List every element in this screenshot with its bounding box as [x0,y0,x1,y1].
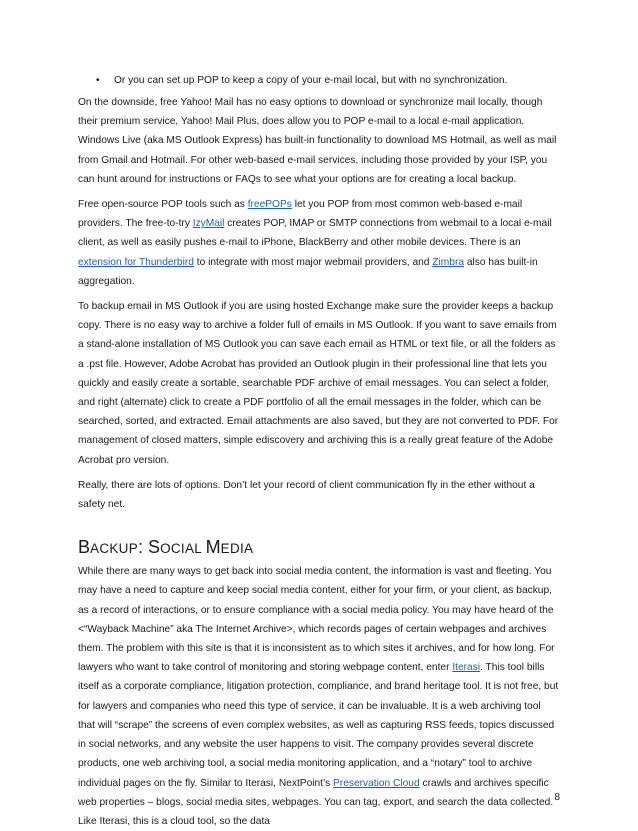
page-content [78,70,560,831]
heading-part: : [138,537,149,558]
link-freepops[interactable]: freePOPs [247,199,292,211]
section-heading-social-media [78,534,560,562]
heading-part: ACKUP [90,541,139,557]
heading-part: OCIAL [160,541,206,557]
heading-part: EDIA [220,541,254,557]
text-run: crawls and archives specific web properties – blogs, social media sites, webpages. You can tag, export, and search the data collected. Like Iterasi, this is a cloud tool, so the data [78,777,554,827]
heading-part: M [205,537,221,558]
paragraph-options: Really, there are lots of options. Don’t let your record of client communication fly in the ether without a safety net. [78,479,535,511]
link-zimbra[interactable]: Zimbra [432,256,465,268]
bullet-text: Or you can set up POP to keep a copy of your e-mail local, but with no synchronization. [114,75,508,86]
text-run: While there are many ways to get back into social media content, the information is vast and fleeting. You may have a need to capture and keep social media content, either for your firm, or your client, as backup, as a record of interactions, or to ensure compliance with a social media policy. You may have heard of the <“Wayback Machine” aka The Internet Archive>, which records pages of certain webpages and archives them. The problem with this site is that it is inconsistent as to which sites it archives, and for how long. For lawyers who want to take control of monitoring and storing webpage content, enter [78,566,555,674]
text-run: . This tool bills itself as a corporate compliance, litigation protection, compliance, and brand heritage tool. It is not free, but for lawyers and companies who need this type of service, it can be invaluable. It is a web archiving tool that will “scrape” the screens of even complex websites, as well as capturing RSS feeds, topics discussed in social networks, and any website the user happens to visit. The company provides several discrete products, one web archiving tool, a social media monitoring application, and a “notary” tool to archive individual pages on the fly. Similar to Iterasi, NextPoint’s [78,662,559,789]
paragraph-outlook-backup: To backup email in MS Outlook if you are using hosted Exchange make sure the provider keeps a backup copy. There is no easy way to archive a folder full of emails in MS Outlook. If you want to save emails from a stand-alone installation of MS Outlook you can save each email as HTML or text file, or all the folders as a .pst file. However, Adobe Acrobat has provided an Outlook plugin in their professional line that lets you quickly and easily create a sortable, searchable PDF archive of email messages. You can select a folder, and right (alternate) click to create a PDF portfolio of all the email messages in the folder, which can be searched, sorted, and extracted. Email attachments are also saved, but they are not converted to PDF. For management of closed matters, simple ediscovery and archiving this is a really great feature of the Adobe Acrobat pro version. [78,301,559,466]
link-izymail[interactable]: IzyMail [192,218,225,230]
page-number: 8 [554,792,560,803]
text-run: also has built-in aggregation. [78,256,538,287]
heading-part: B [78,537,91,558]
text-run: Free open-source POP tools such as [78,199,248,211]
heading-part: S [148,537,161,558]
paragraph-pop-tools [78,195,560,291]
link-preservation-cloud[interactable]: Preservation Cloud [333,777,420,789]
text-run: creates POP, IMAP or SMTP connections from webmail to a local e-mail client, as well as easily pushes e-mail to iPhone, BlackBerry and other mobile devices. There is an [78,218,552,249]
paragraph-social-media [78,562,560,831]
link-iterasi[interactable]: Iterasi [452,662,481,674]
link-thunderbird-extension[interactable]: extension for Thunderbird [78,256,194,268]
bullet-dot-icon: • [96,75,100,86]
bullet-item [78,70,560,91]
paragraph-yahoo-mail: On the downside, free Yahoo! Mail has no easy options to download or synchronize mail locally, though their premium service, Yahoo! Mail Plus, does allow you to POP e-mail to a local e-mail application. Windows Live (aka MS Outlook Express) has built-in functionality to download MS Hotmail, as well as mail from Gmail and Hotmail. For other web-based e-mail services, including those provided by your ISP, you can hunt around for instructions or FAQs to see what your options are for creating a local backup. [78,97,557,185]
section-body [78,562,560,831]
text-run: let you POP from most common web-based e-mail providers. The free-to-try [78,199,523,230]
text-run: to integrate with most major webmail providers, and [193,256,433,268]
